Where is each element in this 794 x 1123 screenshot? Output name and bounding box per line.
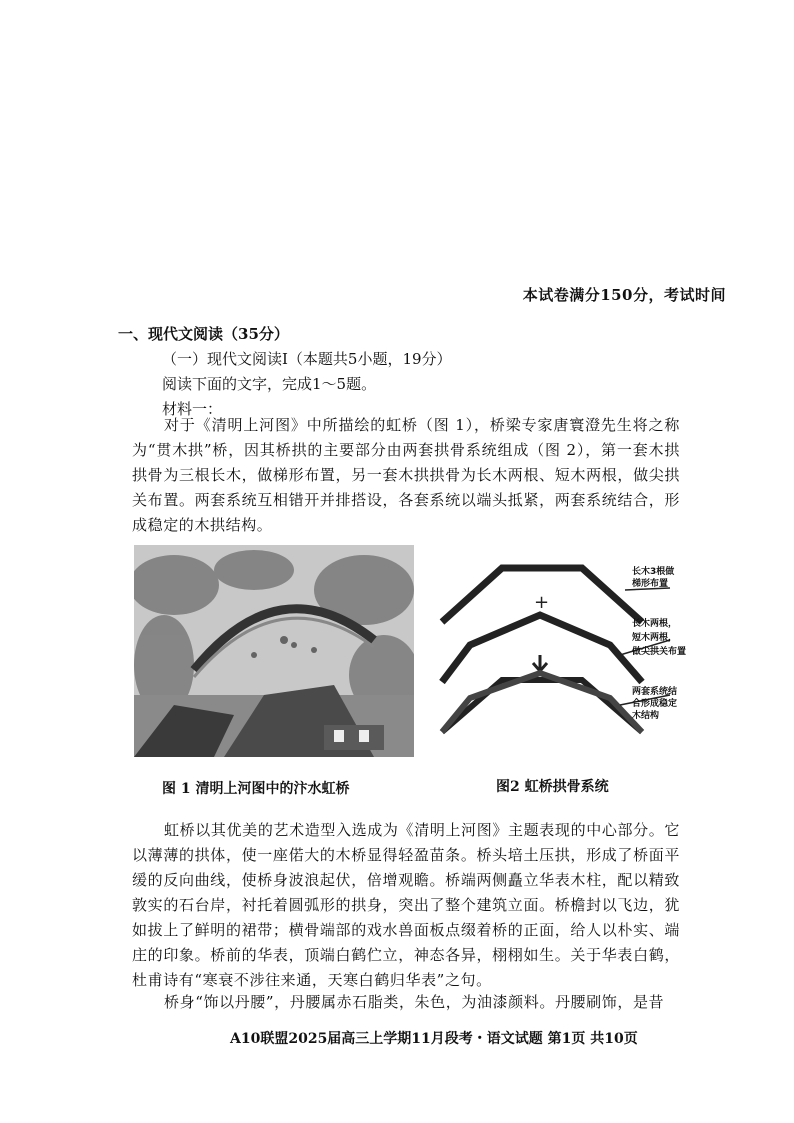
label-combined-3: 木结构 bbox=[632, 711, 660, 721]
hongqiao-painting-image bbox=[134, 545, 414, 757]
material-label: 材料一： bbox=[162, 400, 223, 418]
paragraph-3: 桥身“饰以丹腰”，丹腰属赤石脂类，朱色，为油漆颜料。丹腰刷饰，是昔 bbox=[164, 993, 665, 1011]
paragraph-2: 虹桥以其优美的艺术造型入选成为《清明上河图》主题表现的中心部分。它以薄薄的拱体，使一座偌大的木桥显得轻盈苗条。桥头培土压拱，形成了桥面平缓的反向曲线，使桥身波浪起伏，倍增观瞻。桥端两侧矗立华表木柱，配以精致敦实的石台岸，衬托着圆弧形的拱身，突出了整个建筑立面。桥檐封以飞边，犹如拔上了鲜明的裙带；横骨端部的戏水兽面板点缀着桥的正面，给人以朴实、端庄的印象。桥前的华表，顶端白鹤伫立，神态各异，栩栩如生。关于华表白鹤，杜甫诗有“寒衰不涉往来通，天寒白鹤归华表”之句。 bbox=[132, 821, 680, 989]
figure-2-caption: 图2 虹桥拱骨系统 bbox=[496, 779, 609, 795]
label-pointed-2: 短木两根， bbox=[632, 633, 678, 643]
instruction-text: 阅读下面的文字，完成1～5题。 bbox=[162, 375, 377, 393]
section-title: 一、现代文阅读（35分） bbox=[118, 325, 289, 343]
arch-rib-diagram bbox=[430, 560, 720, 740]
down-arrow bbox=[533, 655, 547, 671]
label-trapezoid-2: 梯形布置 bbox=[632, 579, 669, 589]
label-pointed-3: 做尖拱关布置 bbox=[632, 647, 687, 657]
figure-1-caption: 图 1 清明上河图中的汴水虹桥 bbox=[162, 781, 350, 797]
subsection-title: （一）现代文阅读Ⅰ（本题共5小题，19分） bbox=[162, 350, 452, 368]
page-footer: A10联盟2025届高三上学期11月段考・语文试题 第1页 共10页 bbox=[230, 1031, 638, 1047]
label-trapezoid-1: 长木3根做 bbox=[632, 567, 675, 577]
label-pointed-1: 长木两根， bbox=[632, 619, 678, 629]
plus-sign: + bbox=[534, 592, 550, 613]
exam-time-note: 本试卷满分150分，考试时间 bbox=[522, 286, 726, 304]
paragraph-1: 对于《清明上河图》中所描绘的虹桥（图 1），桥梁专家唐寰澄先生将之称为“贯木拱”桥，因其桥拱的主要部分由两套拱骨系统组成（图 2），第一套木拱拱骨为三根长木，做梯形布置，另一套木拱拱骨为长木两根、短木两根，做尖拱关布置。两套系统互相错开并排搭设，各套系统以端头抵紧，两套系统结合，形成稳定的木拱结构。 bbox=[132, 416, 680, 534]
label-combined-2: 合形成稳定 bbox=[632, 699, 678, 709]
label-combined-1: 两套系统结 bbox=[632, 687, 678, 697]
